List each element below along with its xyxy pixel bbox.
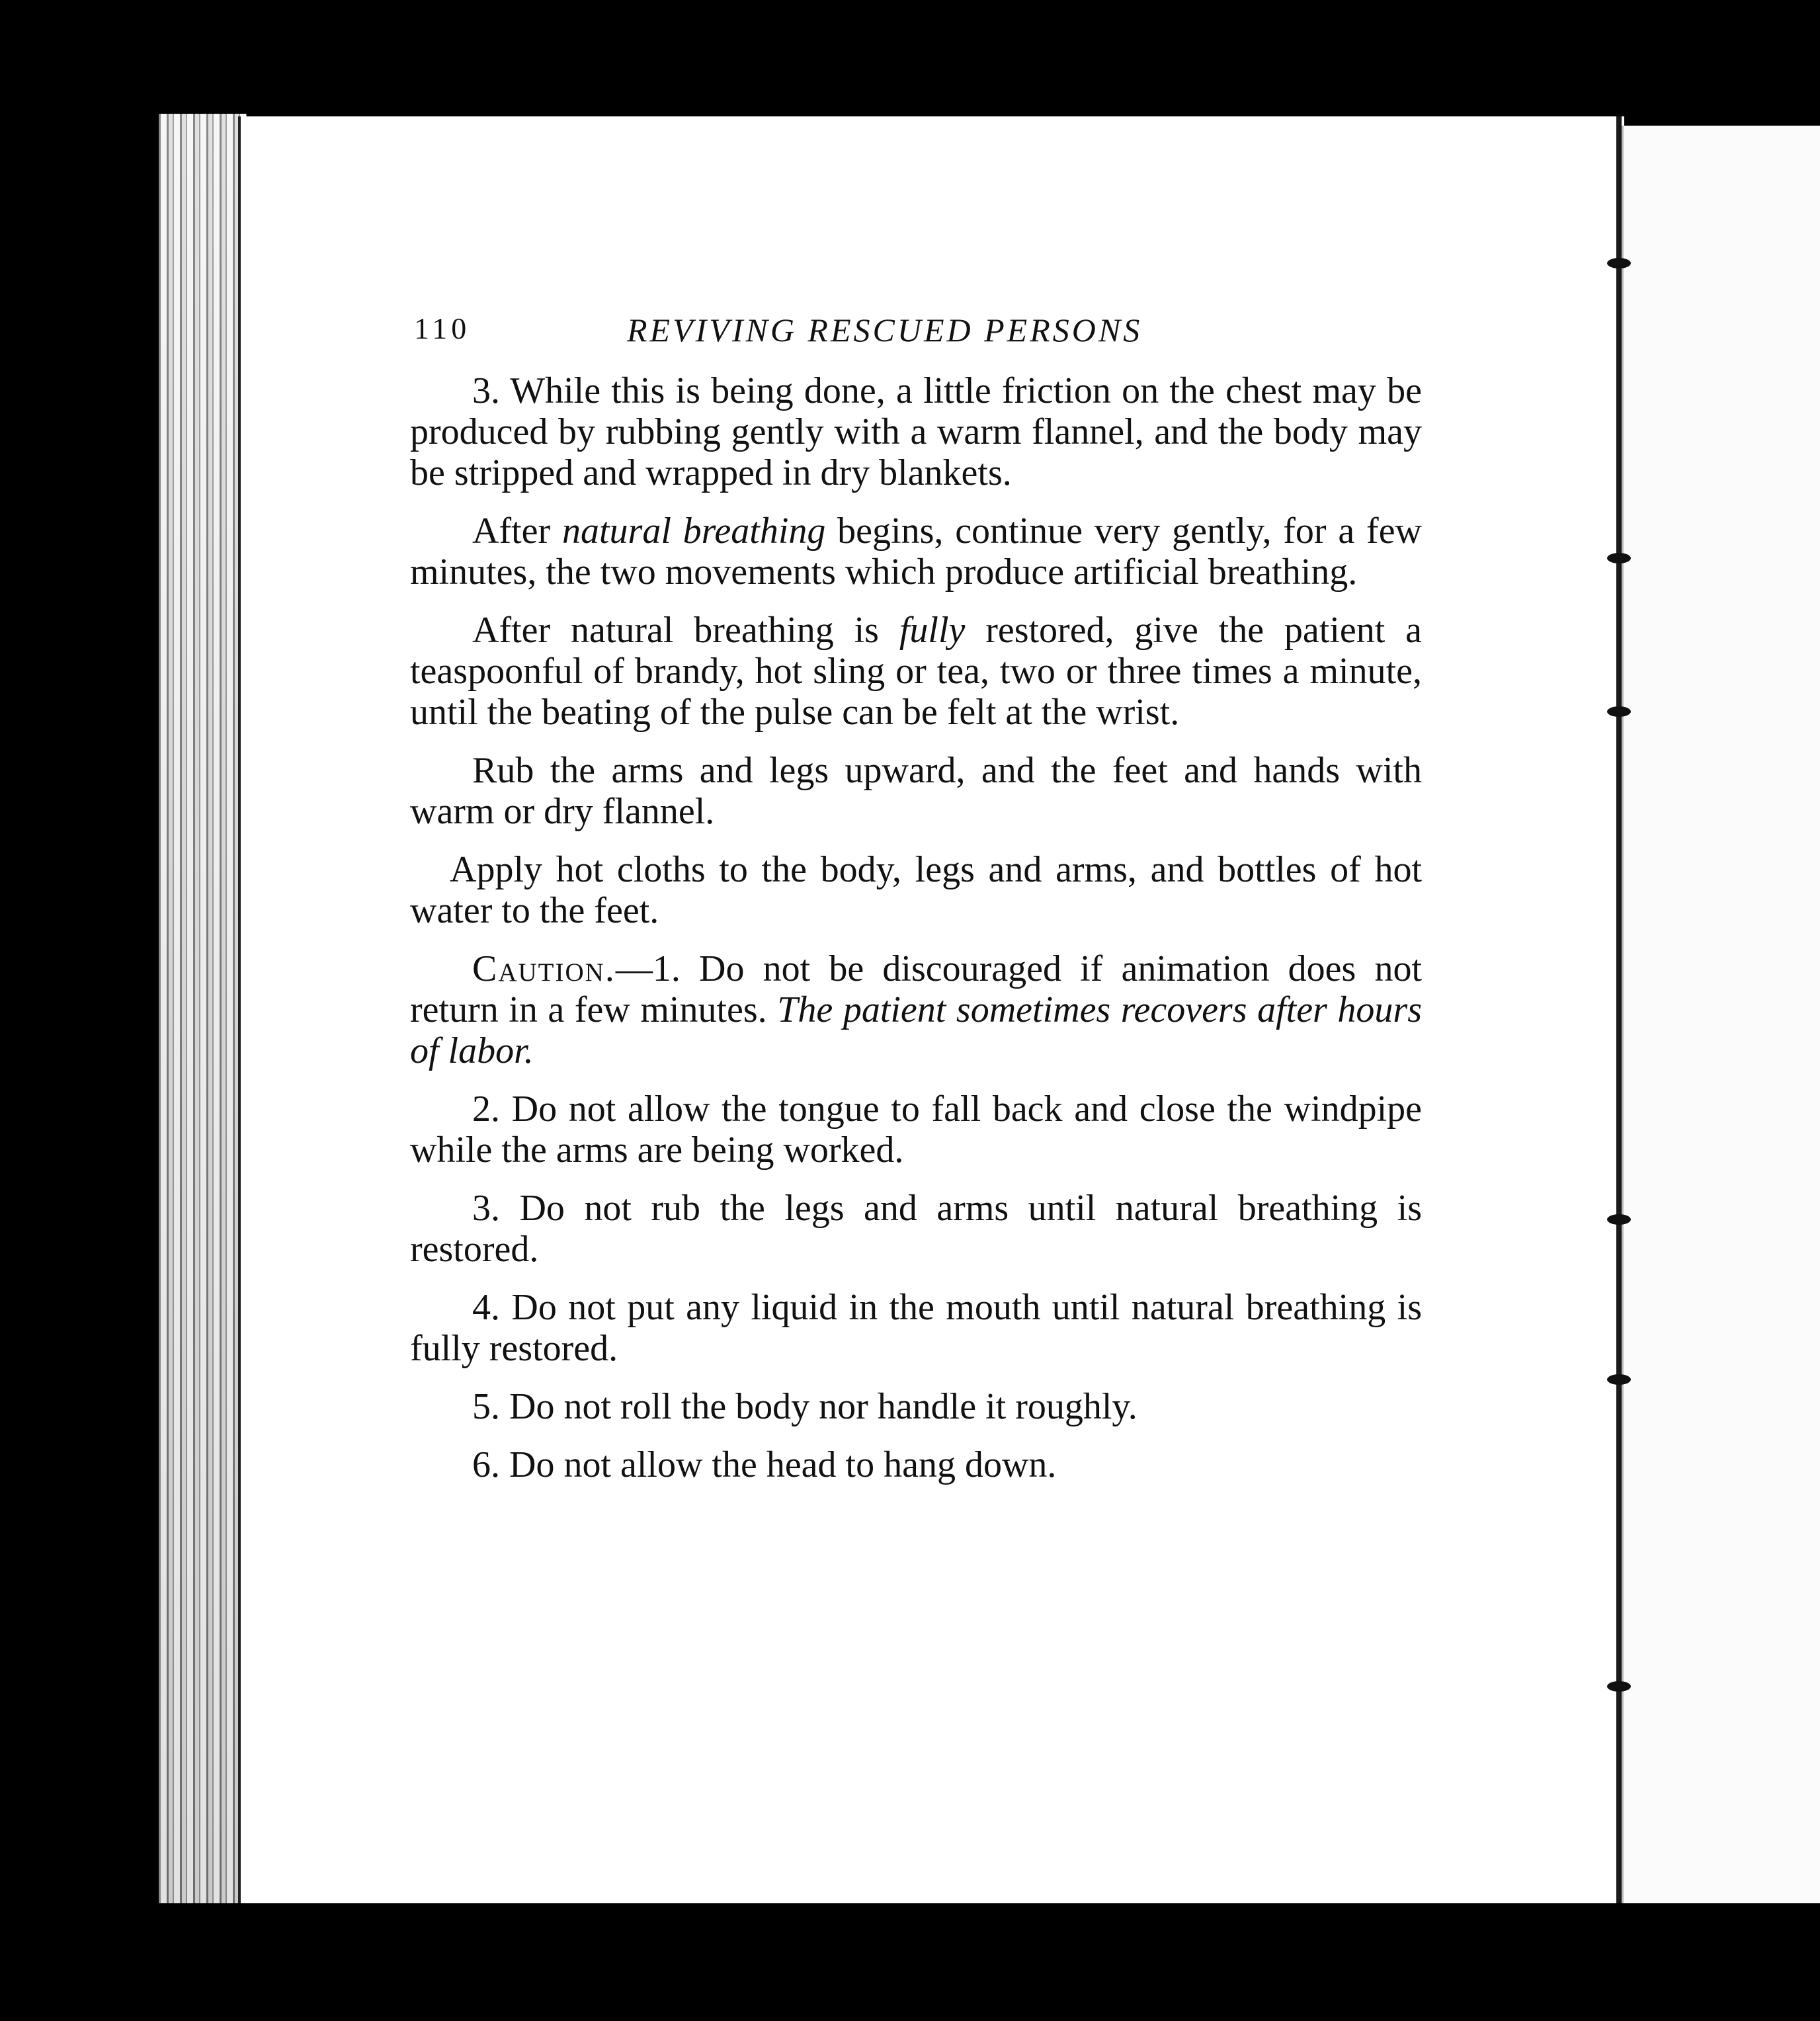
caution-item-6: 6. Do not allow the head to hang down. <box>472 1444 1057 1485</box>
binding-stitch <box>1607 706 1631 717</box>
italic-phrase: natural breathing <box>561 511 826 552</box>
binding-stitch <box>1607 1374 1631 1385</box>
text-run: After natural breathing is <box>472 610 899 651</box>
paragraph-rub-arms: Rub the arms and legs upward, and the feet and hands with warm or dry flannel. <box>410 750 1422 832</box>
paragraph-friction: 3. While this is being done, a little friction on the chest may be produced by rubbing gently with a warm flannel, and the body may be stripped and wrapped in dry blankets. <box>410 370 1422 493</box>
paragraph-caution <box>410 948 1422 1071</box>
italic-phrase: The patient sometimes recovers after hours of labor. <box>410 989 1422 1071</box>
paragraph-natural-breathing <box>410 511 1422 593</box>
facing-page-edge <box>1622 126 1820 1905</box>
italic-phrase: fully <box>899 610 966 651</box>
caution-item-5: 5. Do not roll the body nor handle it roughly. <box>472 1386 1138 1427</box>
binding-stitch <box>1607 553 1631 563</box>
caution-item-2: 2. Do not allow the tongue to fall back and close the windpipe while the arms are being worked. <box>410 1089 1422 1171</box>
page-number: 110 <box>414 311 471 345</box>
running-title: REVIVING RESCUED PERSONS <box>627 311 1143 349</box>
paragraph-hot-cloths: Apply hot cloths to the body, legs and arms, and bottles of hot water to the feet. <box>410 849 1422 931</box>
binding-stitch <box>1607 1681 1631 1692</box>
running-head <box>410 311 1422 370</box>
text-run: begins, continue very gently, for a few minutes, the two movements which produce artificial breathing. <box>410 511 1422 593</box>
caution-item-4: 4. Do not put any liquid in the mouth until natural breathing is fully restored. <box>410 1287 1422 1369</box>
book-page-edges <box>159 114 247 1913</box>
text-run: —1. Do not be discouraged if animation does not return in a few minutes. <box>410 948 1422 1030</box>
scan-border <box>159 1903 1820 2021</box>
paragraph-brandy <box>410 610 1422 733</box>
page-text <box>410 311 1422 1503</box>
binding-stitch <box>1607 258 1631 268</box>
caution-item-3: 3. Do not rub the legs and arms until natural breathing is restored. <box>410 1188 1422 1270</box>
page-gutter <box>1616 116 1622 1903</box>
text-run: After <box>472 511 562 552</box>
caution-label: Caution. <box>472 948 616 989</box>
text-run: restored, give the patient a teaspoonful of brandy, hot sling or tea, two or three times a minute, until the beating of the pulse can be felt at the wrist. <box>410 610 1422 733</box>
binding-stitch <box>1607 1214 1631 1225</box>
